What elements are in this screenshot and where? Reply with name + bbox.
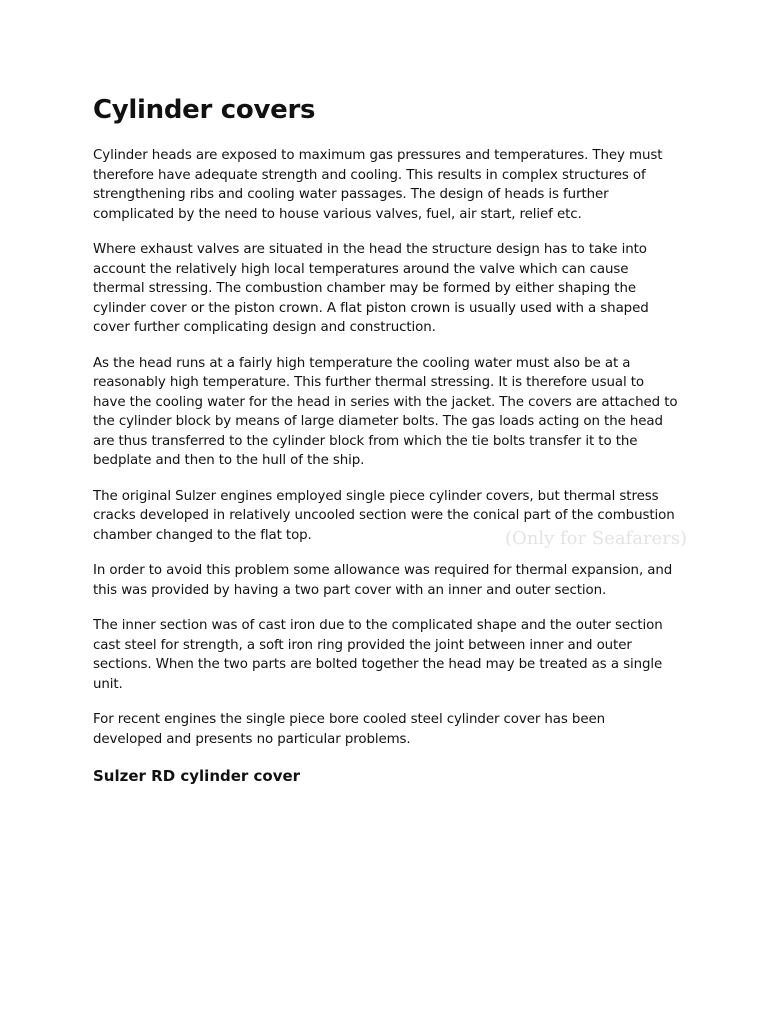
document-page (93, 90, 678, 787)
paragraph-1: Cylinder heads are exposed to maximum gas pressures and temperatures. They must therefore have adequate strength and cooling. This results in complex structures of strengthening ribs and cooling water passages. The design of heads is further complicated by the need to house various valves, fuel, air start, relief etc. (93, 148, 663, 222)
paragraph-3: As the head runs at a fairly high temperature the cooling water must also be at a reasonably high temperature. This further thermal stressing. It is therefore usual to have the cooling water for the head in series with the jacket. The covers are attached to the cylinder block by means of large diameter bolts. The gas loads acting on the head are thus transferred to the cylinder block from which the tie bolts transfer it to the bedplate and then to the hull of the ship. (93, 355, 678, 468)
paragraph-4: The original Sulzer engines employed single piece cylinder covers, but thermal stress cracks developed in relatively uncooled section were the conical part of the combustion chamber changed to the flat top. (93, 488, 675, 543)
page-title: Cylinder covers (93, 95, 316, 125)
paragraph-2: Where exhaust valves are situated in the head the structure design has to take into account the relatively high local temperatures around the valve which can cause thermal stressing. The combustion chamber may be formed by either shaping the cylinder cover or the piston crown. A flat piston crown is usually used with a shaped cover further complicating design and construction. (93, 242, 649, 335)
section-heading: Sulzer RD cylinder cover (93, 767, 301, 785)
paragraph-7: For recent engines the single piece bore cooled steel cylinder cover has been developed and presents no particular problems. (93, 712, 605, 747)
paragraph-5: In order to avoid this problem some allowance was required for thermal expansion, and this was provided by having a two part cover with an inner and outer section. (93, 563, 673, 598)
watermark-tagline: (Only for Seafarers) (505, 528, 688, 549)
paragraph-6: The inner section was of cast iron due to the complicated shape and the outer section cast steel for strength, a soft iron ring provided the joint between inner and outer sections. When the two parts are bolted together the head may be treated as a single unit. (93, 618, 663, 692)
